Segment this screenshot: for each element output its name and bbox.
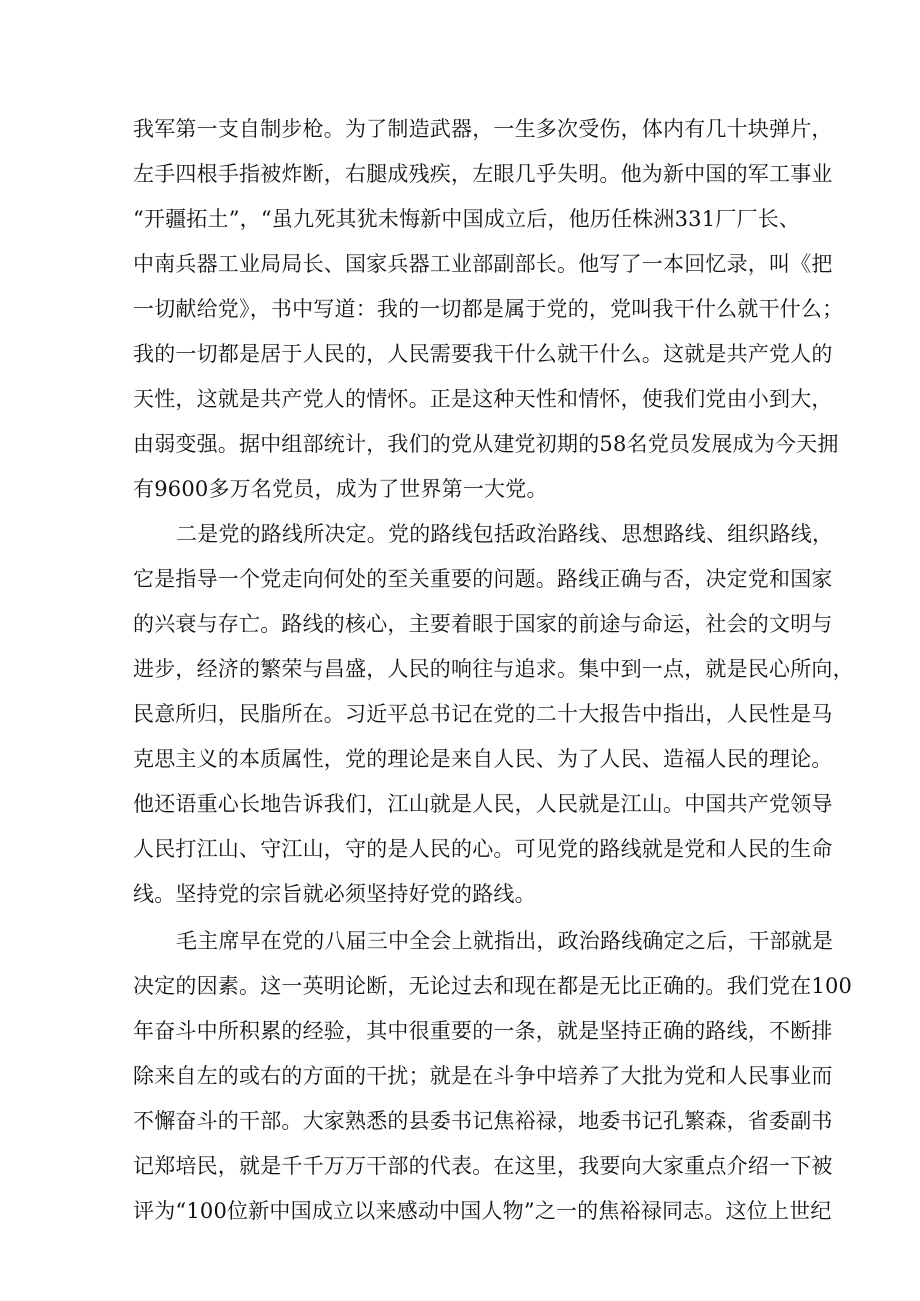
text-line: 中南兵器工业局局长、国家兵器工业部副部长。他写了一本回忆录，叫《把 — [133, 252, 833, 276]
paragraph-first-line: 毛主席早在党的八届三中全会上就指出，政治路线确定之后，干部就是 — [176, 929, 834, 953]
paragraph-first-line: 二是党的路线所决定。党的路线包括政治路线、思想路线、组织路线， — [176, 522, 834, 546]
text-line: 线。坚持党的宗旨就必须坚持好党的路线。 — [133, 882, 536, 906]
text-line: 他还语重心长地告诉我们，江山就是人民，人民就是江山。中国共产党领导 — [133, 792, 833, 816]
text-line: 进步，经济的繁荣与昌盛，人民的响往与追求。集中到一点，就是民心所向， — [133, 657, 854, 681]
text-line: 左手四根手指被炸断，右腿成残疾，左眼几乎失明。他为新中国的军工事业 — [133, 162, 833, 186]
text-line: 民意所归，民脂所在。习近平总书记在党的二十大报告中指出，人民性是马 — [133, 702, 833, 726]
text-line: 决定的因素。这一英明论断，无论过去和现在都是无比正确的。我们党在100 — [133, 974, 853, 998]
text-line: 一切献给党》，书中写道：我的一切都是属于党的，党叫我干什么就干什么； — [133, 297, 844, 321]
text-line: 我的一切都是居于人民的，人民需要我干什么就干什么。这就是共产党人的 — [133, 342, 833, 366]
text-line: 有9600多万名党员，成为了世界第一大党。 — [133, 477, 548, 501]
text-line: 不懈奋斗的干部。大家熟悉的县委书记焦裕禄，地委书记孔繁森，省委副书 — [133, 1109, 833, 1133]
text-line: 记郑培民，就是千千万万干部的代表。在这里，我要向大家重点介绍一下被 — [133, 1154, 833, 1178]
text-line: 人民打江山、守江山，守的是人民的心。可见党的路线就是党和人民的生命 — [133, 837, 833, 861]
text-line: 克思主义的本质属性，党的理论是来自人民、为了人民、造福人民的理论。 — [133, 747, 833, 771]
text-line: 年奋斗中所积累的经验，其中很重要的一条，就是坚持正确的路线，不断排 — [133, 1019, 833, 1043]
text-line: 的兴衰与存亡。路线的核心，主要着眼于国家的前途与命运，社会的文明与 — [133, 612, 833, 636]
text-line: 我军第一支自制步枪。为了制造武器，一生多次受伤，体内有几十块弹片， — [133, 117, 833, 141]
text-line: 由弱变强。据中组部统计，我们的党从建党初期的58名党员发展成为今天拥 — [133, 432, 839, 456]
text-line: 除来自左的或右的方面的干扰；就是在斗争中培养了大批为党和人民事业而 — [133, 1064, 833, 1088]
text-line: “开疆拓土”，“虽九死其犹未悔新中国成立后，他历任株洲331厂厂长、 — [133, 207, 801, 231]
text-line: 评为“100位新中国成立以来感动中国人物”之一的焦裕禄同志。这位上世纪 — [133, 1199, 832, 1223]
text-line: 它是指导一个党走向何处的至关重要的问题。路线正确与否，决定党和国家 — [133, 567, 833, 591]
text-line: 天性，这就是共产党人的情怀。正是这种天性和情怀，使我们党由小到大， — [133, 387, 833, 411]
